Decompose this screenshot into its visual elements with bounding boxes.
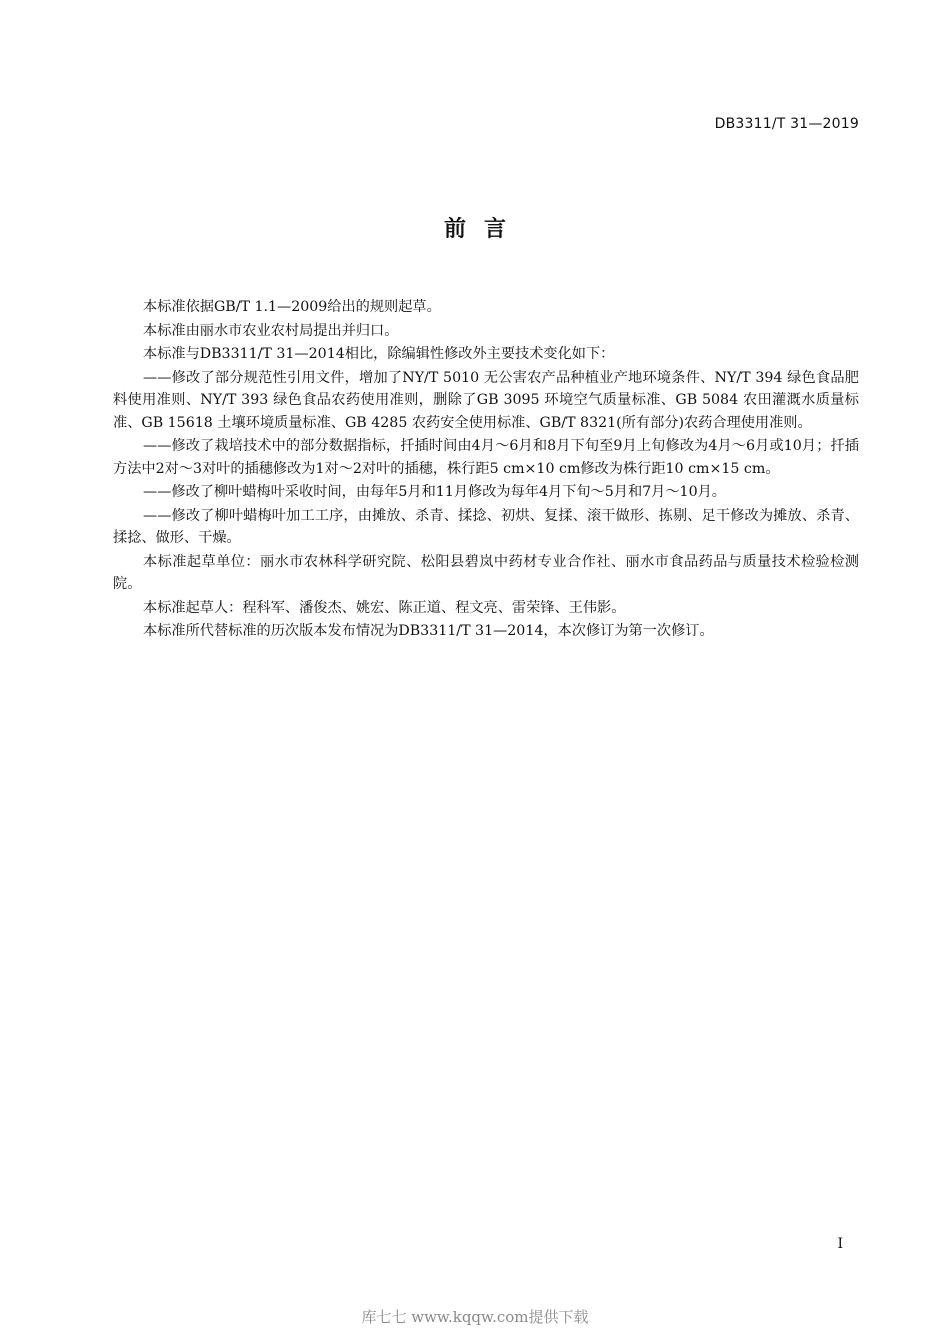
paragraph-changes-intro: 本标准与DB3311/T 31—2014相比，除编辑性修改外主要技术变化如下： bbox=[143, 346, 615, 362]
foreword-body bbox=[113, 296, 859, 644]
paragraph-drafters: 本标准起草人：程科军、潘俊杰、姚宏、陈正道、程文亮、雷荣锋、王伟影。 bbox=[143, 599, 626, 616]
paragraph-change-processing: ——修改了柳叶蜡梅叶加工工序，由摊放、杀青、揉捻、初烘、复揉、滚干做形、拣剔、足干修改为摊放、杀青、揉捻、做形、干燥。 bbox=[113, 507, 859, 546]
document-code: DB3311/T 31—2019 bbox=[714, 116, 859, 132]
paragraph-change-cultivation: ——修改了栽培技术中的部分数据指标，扦插时间由4月～6月和8月下旬至9月上旬修改为4月～6月或10月；扦插方法中2对～3对叶的插穗修改为1对～2对叶的插穗，株行距5 cm×10 cm修改为株行距10 cm×15 cm。 bbox=[113, 438, 859, 477]
page-number: I bbox=[837, 1236, 843, 1252]
paragraph-change-references: ——修改了部分规范性引用文件，增加了NY/T 5010 无公害农产品种植业产地环境条件、NY/T 394 绿色食品肥料使用准则、NY/T 393 绿色食品农药使用准则，删除了GB 3095 环境空气质量标准、GB 5084 农田灌溉水质量标准、GB 15618 土壤环境质量标准、GB 4285 农药安全使用标准、GB/T 8321(所有部分)农药合理使用准则。 bbox=[113, 369, 859, 431]
paragraph-change-harvest: ——修改了柳叶蜡梅叶采收时间，由每年5月和11月修改为每年4月下旬～5月和7月～10月。 bbox=[143, 484, 726, 500]
paragraph-proposer: 本标准由丽水市农业农村局提出并归口。 bbox=[143, 322, 399, 339]
paragraph-drafting-units: 本标准起草单位：丽水市农林科学研究院、松阳县碧岚中药材专业合作社、丽水市食品药品与质量技术检验检测院。 bbox=[113, 553, 859, 592]
paragraph-drafting-rules: 本标准依据GB/T 1.1—2009给出的规则起草。 bbox=[143, 299, 441, 315]
page-title: 前言 bbox=[443, 217, 524, 242]
footer-watermark: 库七七 www.kqqw.com提供下载 bbox=[361, 1308, 589, 1326]
paragraph-version-history: 本标准所代替标准的历次版本发布情况为DB3311/T 31—2014，本次修订为第一次修订。 bbox=[143, 623, 714, 639]
